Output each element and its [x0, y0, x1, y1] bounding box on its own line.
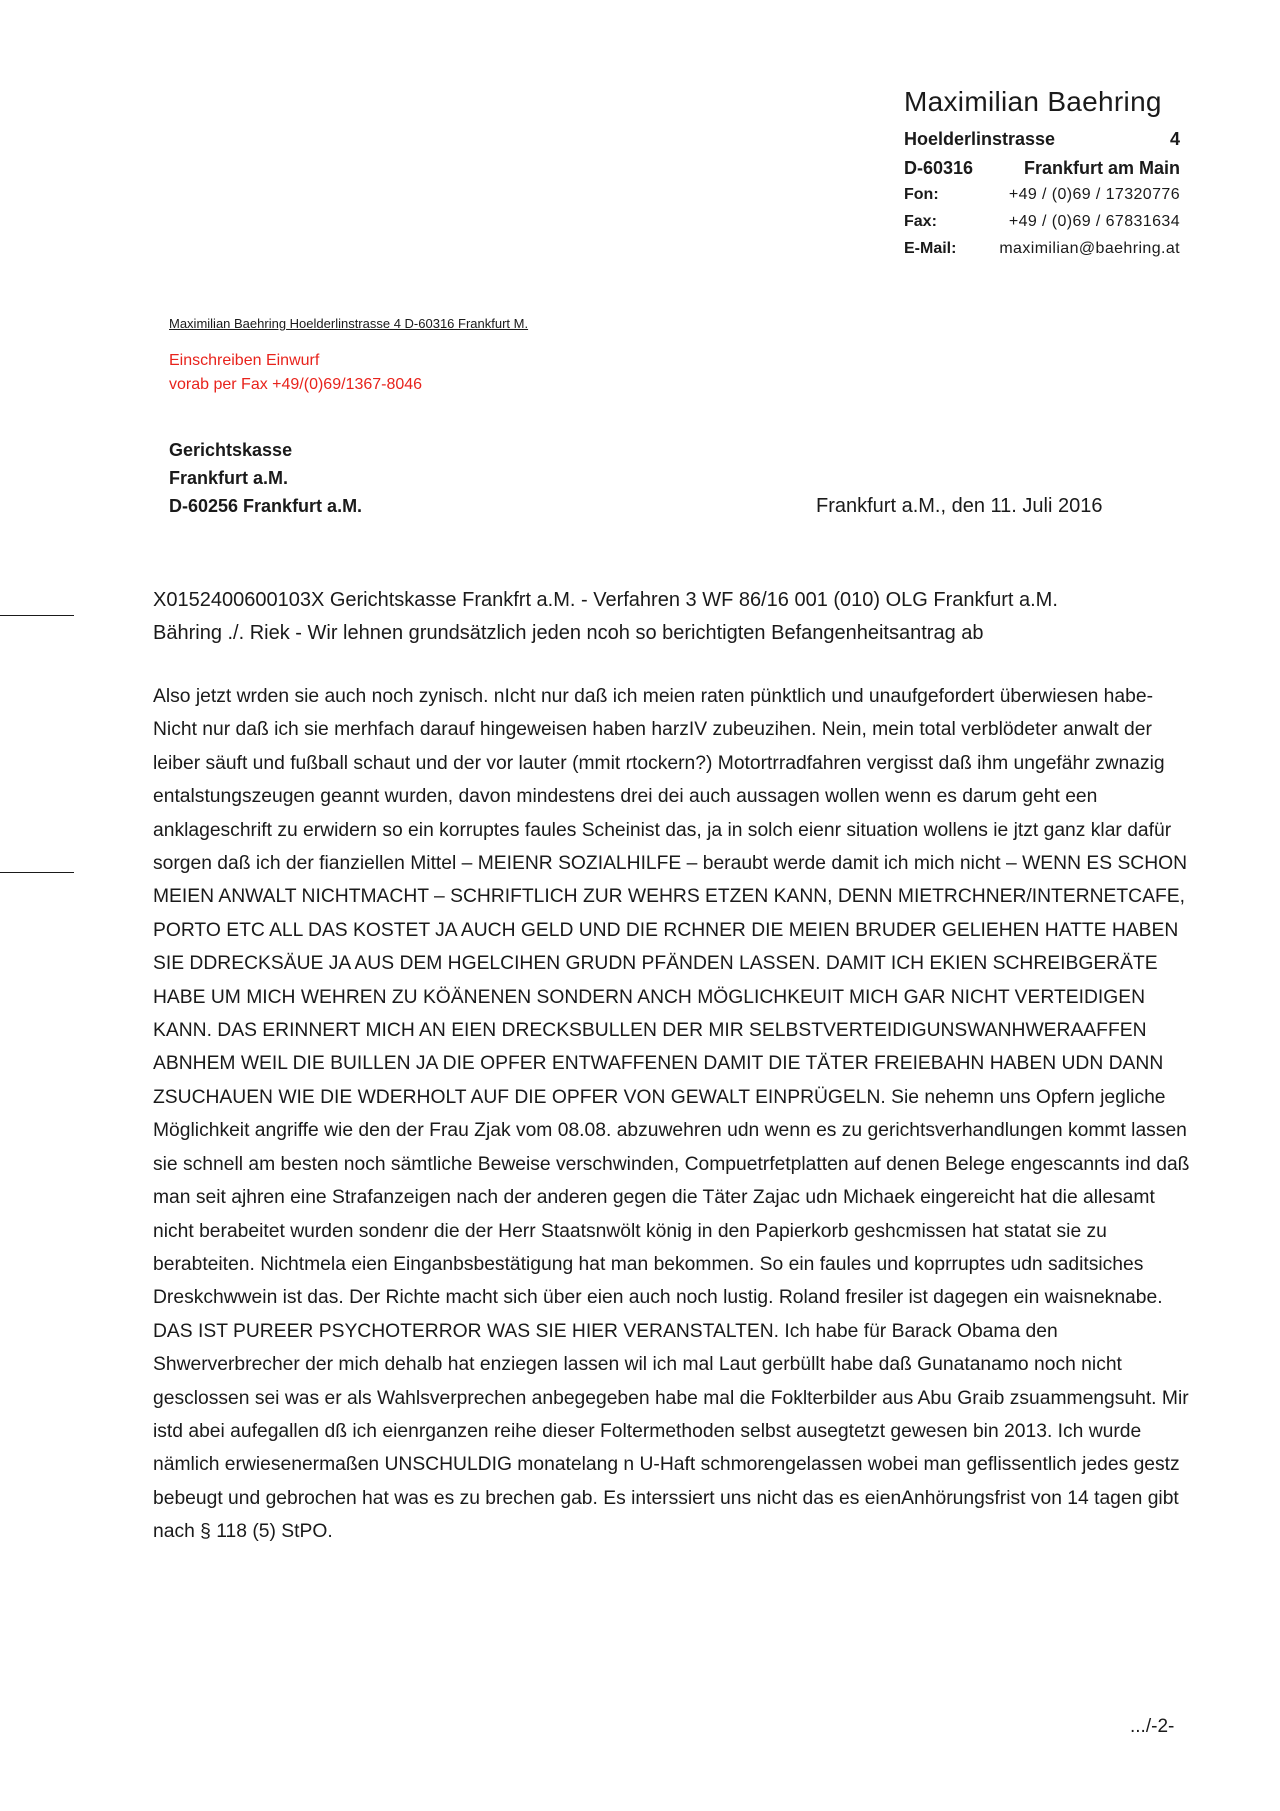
letterhead-city-row	[904, 158, 1180, 179]
sender-return-line: Maximilian Baehring Hoelderlinstrasse 4 D-60316 Frankfurt M.	[169, 316, 529, 331]
delivery-method: Einschreiben Einwurf	[169, 352, 320, 369]
letterhead-name: Maximilian Baehring	[904, 86, 1162, 117]
letterhead-postcode: D-60316	[904, 158, 974, 178]
phone-value: +49 / (0)69 / 17320776	[1008, 186, 1180, 203]
fold-mark-top	[0, 615, 74, 616]
email-value: maximilian@baehring.at	[999, 240, 1180, 257]
email-label: E-Mail:	[904, 240, 957, 257]
fax-value: +49 / (0)69 / 67831634	[1008, 213, 1180, 230]
phone-label: Fon:	[904, 186, 939, 203]
recipient-address	[169, 436, 362, 520]
page-indicator: .../-2-	[1130, 1716, 1175, 1737]
delivery-note	[169, 349, 422, 397]
letterhead-street-row	[904, 129, 1180, 150]
letterhead-city: Frankfurt am Main	[1023, 158, 1180, 178]
letterhead-house-number: 4	[1169, 129, 1180, 149]
recipient-line-1: Gerichtskasse	[169, 440, 293, 460]
delivery-fax-note: vorab per Fax +49/(0)69/1367-8046	[169, 376, 423, 393]
letterhead-email-row	[904, 240, 1180, 258]
letter-date: Frankfurt a.M., den 11. Juli 2016	[816, 495, 1103, 517]
letterhead-phone-row	[904, 186, 1180, 204]
recipient-line-3: D-60256 Frankfurt a.M.	[169, 496, 363, 516]
letterhead-fax-row	[904, 213, 1180, 231]
letter-body: Also jetzt wrden sie auch noch zynisch. nIcht nur daß ich meien raten pünktlich und unaufgefordert überwiesen habe- Nicht nur daß ich sie merhfach darauf hingeweisen haben harzIV zubeuzihen. Nein, mein total verblödeter anwalt der leiber säuft und fußball schaut und der vor lauter (mmit rtockern?) Motortrradfahren vergisst daß ihm ungefähr zwnazig entalstungszeugen geannt wurden, davon mindestens drei dei auch aussagen wollen wenn es darum geht een anklageschrift zu erwidern so ein korruptes faules Scheinist das, ja in solch eienr situation wollens ie jtzt ganz klar dafür sorgen daß ich der fianziellen Mittel – MEIENR SOZIALHILFE – beraubt werde damit ich mich nicht – WENN ES SCHON MEIEN ANWALT NICHTMACHT – SCHRIFTLICH ZUR WEHRS ETZEN KANN, DENN MIETRCHNER/INTERNETCAFE, PORTO ETC ALL DAS KOSTET JA AUCH GELD UND DIE RCHNER DIE MEIEN BRUDER GELIEHEN HATTE HABEN SIE DDRECKSÄUE JA AUS DEM HGELCIHEN GRUDN PFÄNDEN LASSEN. DAMIT ICH EKIEN SCHREIBGERÄTE HABE UM MICH WEHREN ZU KÖÄNENEN SONDERN ANCH MÖGLICHKEUIT MICH GAR NICHT VERTEIDIGEN KANN. DAS ERINNERT MICH AN EIEN DRECKSBULLEN DER MIR SELBSTVERTEIDIGUNSWANHWERAAFFEN ABNHEM WEIL DIE BUILLEN JA DIE OPFER ENTWAFFENEN DAMIT DIE TÄTER FREIEBAHN HABEN UDN DANN ZSUCHAUEN WIE DIE WDERHOLT AUF DIE OPFER VON GEWALT EINPRÜGELN. Sie nehemn uns Opfern jegliche Möglichkeit angriffe wie den der Frau Zjak vom 08.08. abzuwehren udn wenn es zu gerichtsverhandlungen kommt lassen sie schnell am besten noch sämtliche Beweise verschwinden, Compuetrfetplatten auf denen Belege engescannts ind daß man seit ajhren eine Strafanzeigen nach der anderen gegen die Täter Zajac udn Michaek eingereicht hat die allesamt nicht berabeitet wurden sondenr die der Herr Staatsnwölt könig in den Papierkorb geshcmissen hat statat sie zu berabteiten. Nichtmela eien Einganbsbestätigung hat man bekommen. So ein faules und koprruptes udn saditsiches Dreskchwwein ist das. Der Richte macht sich über eien auch noch lustig. Roland fresiler ist dagegen ein waisneknabe. DAS IST PUREER PSYCHOTERROR WAS SIE HIER VERANSTALTEN. Ich habe für Barack Obama den Shwerverbrecher der mich dehalb hat enziegen lassen wil ich mal Laut gerbüllt habe daß Gunatanamo noch nicht gesclossen sei was er als Wahlsverprechen anbegegeben habe mal die Foklterbilder aus Abu Graib zsuammengsuht. Mir istd abei aufegallen dß ich eienrganzen reihe dieser Foltermethoden selbst ausegtetzt gewesen bin 2013. Ich wurde nämlich erwiesenermaßen UNSCHULDIG monatelang n U-Haft schmorengelassen wobei man geflissentlich jedes gestz bebeugt und gebrochen hat was es zu brechen gab. Es interssiert uns nicht das es eienAnhörungsfrist von 14 tagen gibt nach § 118 (5) StPO.	[153, 686, 1190, 1543]
subject-line-2: Bähring ./. Riek - Wir lehnen grundsätzlich jeden ncoh so berichtigten Befangenheitsantrag ab	[153, 622, 984, 644]
subject-line-1: X0152400600103X Gerichtskasse Frankfrt a.M. - Verfahren 3 WF 86/16 001 (010) OLG Frankfurt a.M.	[153, 589, 1058, 611]
fax-label: Fax:	[904, 213, 937, 230]
letterhead-street: Hoelderlinstrasse	[904, 129, 1056, 149]
subject-block	[153, 584, 1193, 650]
recipient-line-2: Frankfurt a.M.	[169, 468, 289, 488]
fold-mark-middle	[0, 872, 74, 873]
